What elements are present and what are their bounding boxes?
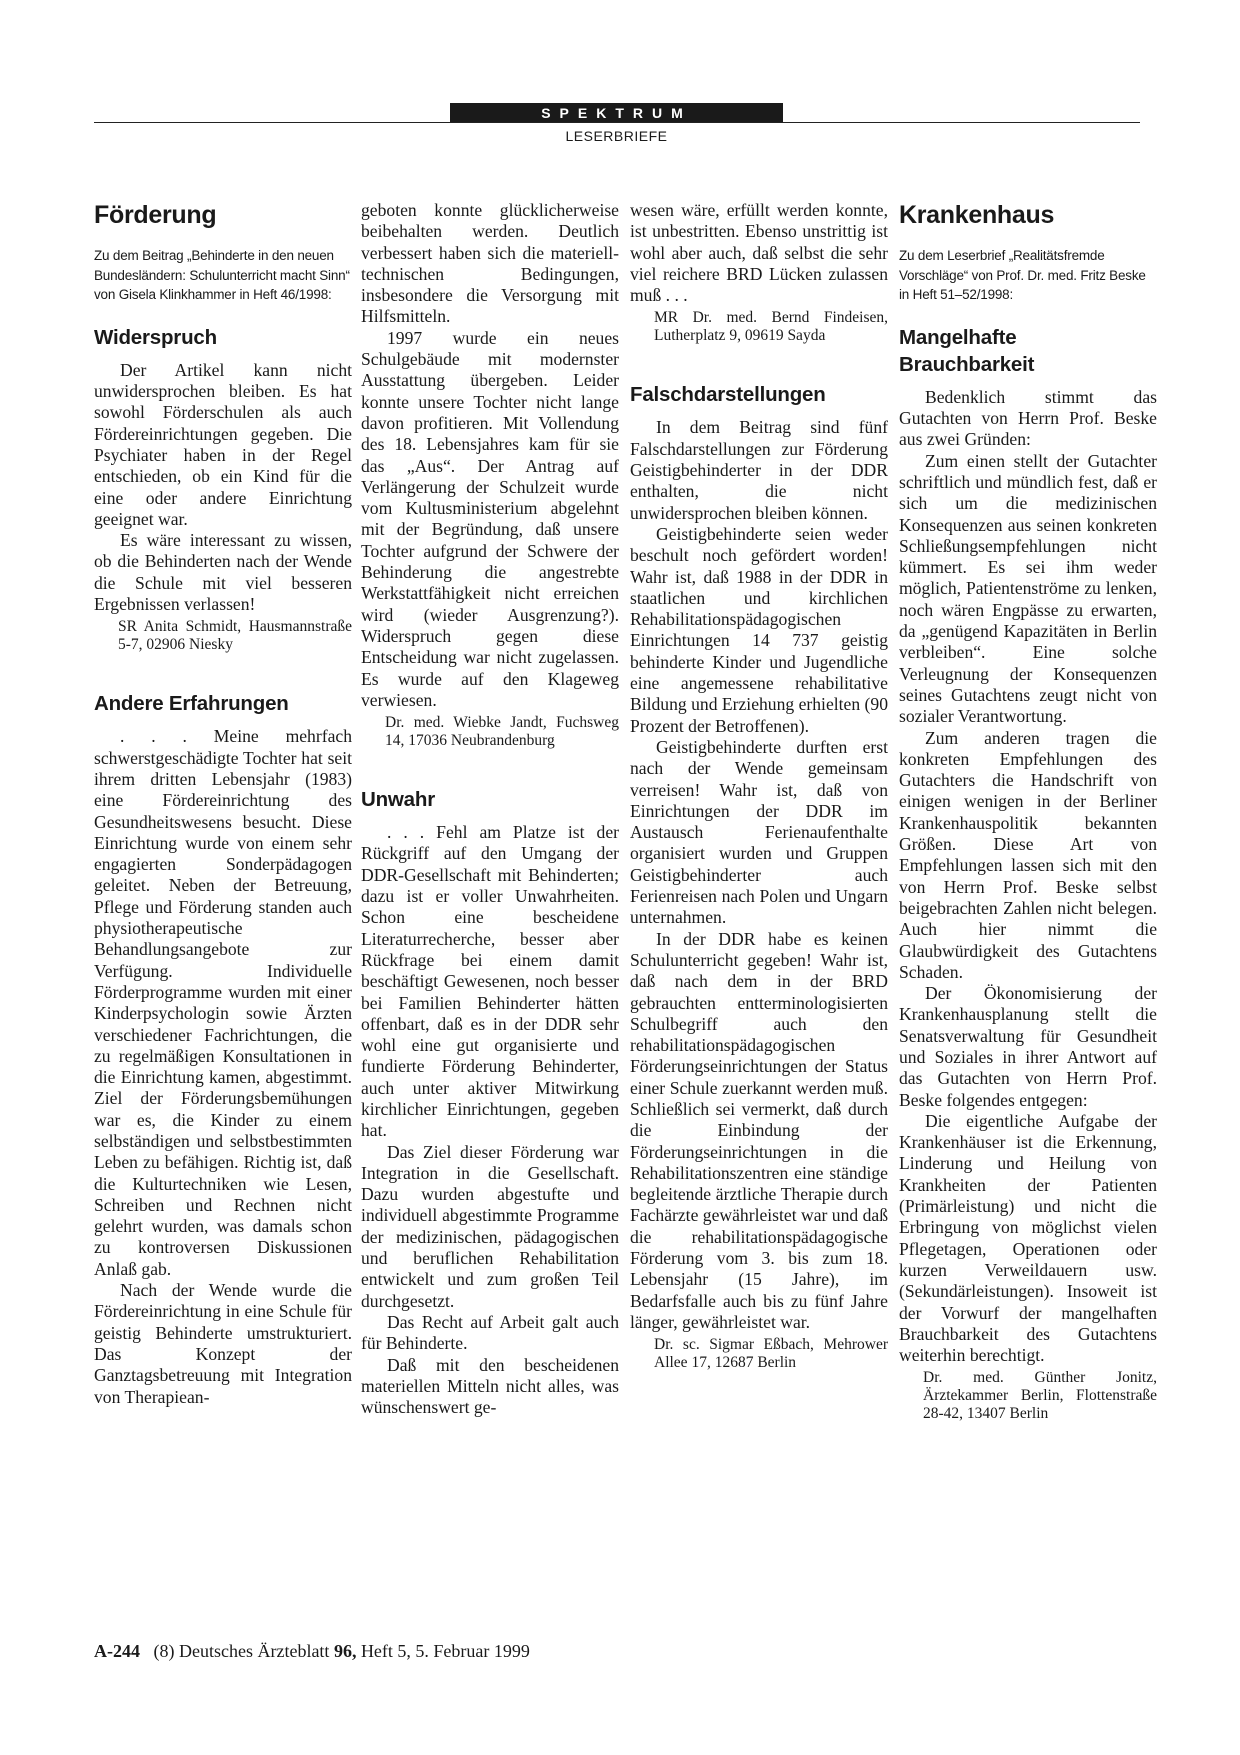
- citation-prefix: (8) Deutsches Ärzteblatt: [153, 1641, 334, 1661]
- letter-heading-falschdarstellungen: Falschdarstellungen: [630, 383, 826, 407]
- letter-paragraph: Bedenklich stimmt das Gutachten von Herrn Prof. Beske aus zwei Gründen:: [899, 386, 1157, 450]
- letter-heading-mangelhafte-brauchbarkeit: Mangelhafte Brauchbarkeit: [899, 325, 1035, 376]
- letter-heading-unwahr: Unwahr: [361, 788, 435, 812]
- article-intro: Zu dem Beitrag „Behinderte in den neuen Bundesländern: Schulunterricht macht Sinn“ von Gisela Klinkhammer in Heft 46/1998:: [94, 248, 350, 303]
- letter-paragraph: Zum einen stellt der Gutachter schriftlich und mündlich fest, daß er sich um die medizinischen Konsequenzen aus seinen konkreten Schließungsempfehlungen nicht kümmert. Es sei ihm weder möglich, Patientenströme zu lenken, noch wären Engpässe zu erwarten, da „genügend Kapazitäten in Berlin verbleiben“. Eine solche Verleugnung der Konsequenzen seines Gutachtens zeugt nicht von sozialer Verantwortung.: [899, 450, 1157, 727]
- column-2: [361, 200, 619, 1418]
- letter-paragraph: 1997 wurde ein neues Schulgebäude mit modernster Ausstattung übergeben. Leider konnte unsere Tochter nicht lange davon profitieren. Mit Vollendung des 18. Lebensjahres kam für sie das „Aus“. Der Antrag auf Verlängerung der Schulzeit wurde vom Kultusministerium abgelehnt mit der Begründung, daß unsere Tochter aufgrund der Schwere der Behinderung die angestrebte Werkstattfähigkeit nicht erreichen wird (wieder Ausgrenzung?). Widerspruch gegen diese Entscheidung war nicht zugelassen. Es wurde auf den Klageweg verwiesen.: [361, 327, 619, 710]
- letter-paragraph: Geistigbehinderte seien weder beschult noch gefördert worden! Wahr ist, daß 1988 in der DDR in staatlichen und kirchlichen Rehabilitationspädagogischen Einrichtungen 14 737 geistig behinderte Kinder und Jugendliche eine angemessene rehabilitative Bildung und Erziehung erhielten (90 Prozent der Betroffenen).: [630, 523, 888, 736]
- article-title-krankenhaus: Krankenhaus: [899, 201, 1055, 229]
- letter-paragraph: Das Ziel dieser Förderung war Integration in die Gesellschaft. Dazu wurden abgestufte und individuell abgestimmte Programme der medizinischen, pädagogischen und beruflichen Rehabilitation entwickelt und zum großen Teil durchgesetzt.: [361, 1141, 619, 1311]
- letter-paragraph: Die eigentliche Aufgabe der Krankenhäuser ist die Erkennung, Linderung und Heilung von Krankheiten der Patienten (Primärleistung) und nicht die Erbringung von möglichst vielen Pflegetagen, Operationen oder kurzen Verweildauern usw. (Sekundärleistungen). Insoweit ist der Vorwurf der mangelhaften Brauchbarkeit des Gutachtens weiterhin berechtigt.: [899, 1110, 1157, 1366]
- header-rule: [94, 122, 1140, 123]
- citation-volume: 96,: [333, 1641, 357, 1661]
- letter-paragraph: . . . Meine mehrfach schwerstgeschädigte Tochter hat seit ihrem dritten Lebensjahr (1983) eine Fördereinrichtung des Gesundheitswesens besucht. Diese Einrichtung wurde von einem sehr engagierten Sonderpädagogen geleitet. Neben der Betreuung, Pflege und Förderung standen auch physiotherapeutische Behandlungsangebote zur Verfügung. Individuelle Förderprogramme wurden mit einer Kinderpsychologin sowie Ärzten verschiedener Fachrichtungen, die zu regelmäßigen Konsultationen in die Einrichtung kamen, abgestimmt. Ziel der Förderungsbemühungen war es, die Kinder zu einem selbständigen und selbstbestimmten Leben zu befähigen. Richtig ist, daß die Kulturtechniken wie Lesen, Schreiben und Rechnen nicht gelehrt wurden, was damals schon zu kontroversen Diskussionen Anlaß gab.: [94, 726, 352, 1279]
- letter-paragraph: Daß mit den bescheidenen materiellen Mitteln nicht alles, was wünschenswert ge-: [361, 1354, 619, 1418]
- letter-paragraph: Zum anderen tragen die konkreten Empfehlungen des Gutachters die Handschrift von einigen wenigen in der Berliner Krankenhauspolitik bekannten Größen. Diese Art von Empfehlungen lassen sich mit den von Herrn Prof. Beske selbst beigebrachten Zahlen nicht belegen. Auch hier nimmt die Glaubwürdigkeit des Gutachtens Schaden.: [899, 727, 1157, 982]
- page-footer: [94, 1640, 530, 1662]
- letter-paragraph: . . . Fehl am Platze ist der Rückgriff auf den Umgang der DDR-Gesellschaft mit Behinderten; dazu ist er voller Unwahrheiten. Schon eine bescheidene Literaturrecherche, besser aber Rückfrage bei einem damit beschäftigt Gewesenen, noch besser bei Familien Behinderter hätten offenbart, daß es in der DDR sehr wohl eine gut organisierte und fundierte Förderung Behinderter, auch unter aktiver Mitwirkung kirchlicher Einrichtungen, gegeben hat.: [361, 822, 619, 1141]
- section-header: SPEKTRUM: [450, 103, 783, 123]
- letter-paragraph: geboten konnte glücklicherweise beibehalten werden. Deutlich verbessert haben sich die materiell-technischen Bedingungen, insbesondere die Versorgung mit Hilfsmitteln.: [361, 200, 619, 327]
- letter-paragraph: Es wäre interessant zu wissen, ob die Behinderten nach der Wende die Schule mit viel besseren Ergebnissen verlassen!: [94, 530, 352, 615]
- letter-heading-andere-erfahrungen: Andere Erfahrungen: [94, 692, 289, 716]
- column-3: [630, 200, 888, 1372]
- column-1: [94, 200, 352, 1408]
- letter-heading-widerspruch: Widerspruch: [94, 325, 217, 349]
- letter-paragraph: Der Ökonomisierung der Krankenhausplanung stellt die Senatsverwaltung für Gesundheit und Soziales in ihrer Antwort auf das Gutachten von Herrn Prof. Beske folgendes entgegen:: [899, 983, 1157, 1110]
- letter-signature: SR Anita Schmidt, Hausmannstraße 5-7, 02906 Niesky: [118, 618, 352, 654]
- letter-paragraph: In der DDR habe es keinen Schulunterricht gegeben! Wahr ist, daß nach dem in der BRD gebrauchten entterminologisierten Schulbegriff auch den rehabilitationspädagogischen Förderungseinrichtungen der Status einer Schule zuerkannt werden muß. Schließlich sei vermerkt, daß durch die Einbindung der Förderungseinrichtungen in die Rehabilitationszentren eine ständige begleitende ärztliche Therapie durch Fachärzte gewährleistet war und daß die rehabilitationspädagogische Förderung vom 3. bis zum 18. Lebensjahr (15 Jahre), im Bedarfsfalle auch bis zu fünf Jahre länger, gewährleistet war.: [630, 928, 888, 1332]
- letter-signature: Dr. sc. Sigmar Eßbach, Mehrower Allee 17, 12687 Berlin: [654, 1336, 888, 1372]
- letter-paragraph: In dem Beitrag sind fünf Falschdarstellungen zur Förderung Geistigbehinderter in der DDR enthalten, die nicht unwidersprochen bleiben können.: [630, 417, 888, 523]
- letter-paragraph: Geistigbehinderte durften erst nach der Wende gemeinsam verreisen! Wahr ist, daß von Einrichtungen der DDR im Austausch Ferienaufenthalte organisiert wurden und Gruppen Geistigbehinderter auch Ferienreisen nach Polen und Ungarn unternahmen.: [630, 736, 888, 928]
- article-title-foerderung: Förderung: [94, 201, 217, 229]
- article-intro: Zu dem Leserbrief „Realitätsfremde Vorschläge“ von Prof. Dr. med. Fritz Beske in Heft 51–52/1998:: [899, 248, 1146, 303]
- letter-paragraph: Das Recht auf Arbeit galt auch für Behinderte.: [361, 1311, 619, 1354]
- citation-suffix: Heft 5, 5. Februar 1999: [356, 1641, 530, 1661]
- letter-paragraph: Der Artikel kann nicht unwidersprochen bleiben. Es hat sowohl Förderschulen als auch Fördereinrichtungen gegeben. Die Psychiater haben in der Regel entschieden, ob ein Kind für die eine oder andere Einrichtung geeignet war.: [94, 359, 352, 529]
- letter-signature: Dr. med. Günther Jonitz, Ärztekammer Berlin, Flottenstraße 28-42, 13407 Berlin: [923, 1369, 1157, 1423]
- letter-paragraph: Nach der Wende wurde die Fördereinrichtung in eine Schule für geistig Behinderte umstrukturiert. Das Konzept der Ganztagsbetreuung mit Integration von Therapiean-: [94, 1280, 352, 1407]
- letter-paragraph: wesen wäre, erfüllt werden konnte, ist unbestritten. Ebenso unstrittig ist wohl aber auch, daß selbst die sehr viel reichere BRD Lücken zulassen muß . . .: [630, 200, 888, 306]
- subsection-header: LESERBRIEFE: [565, 128, 668, 144]
- letter-signature: Dr. med. Wiebke Jandt, Fuchsweg 14, 17036 Neubrandenburg: [385, 714, 619, 750]
- column-4: [899, 200, 1157, 1423]
- page-number: A-244: [94, 1641, 140, 1661]
- letter-signature: MR Dr. med. Bernd Findeisen, Lutherplatz 9, 09619 Sayda: [654, 309, 888, 345]
